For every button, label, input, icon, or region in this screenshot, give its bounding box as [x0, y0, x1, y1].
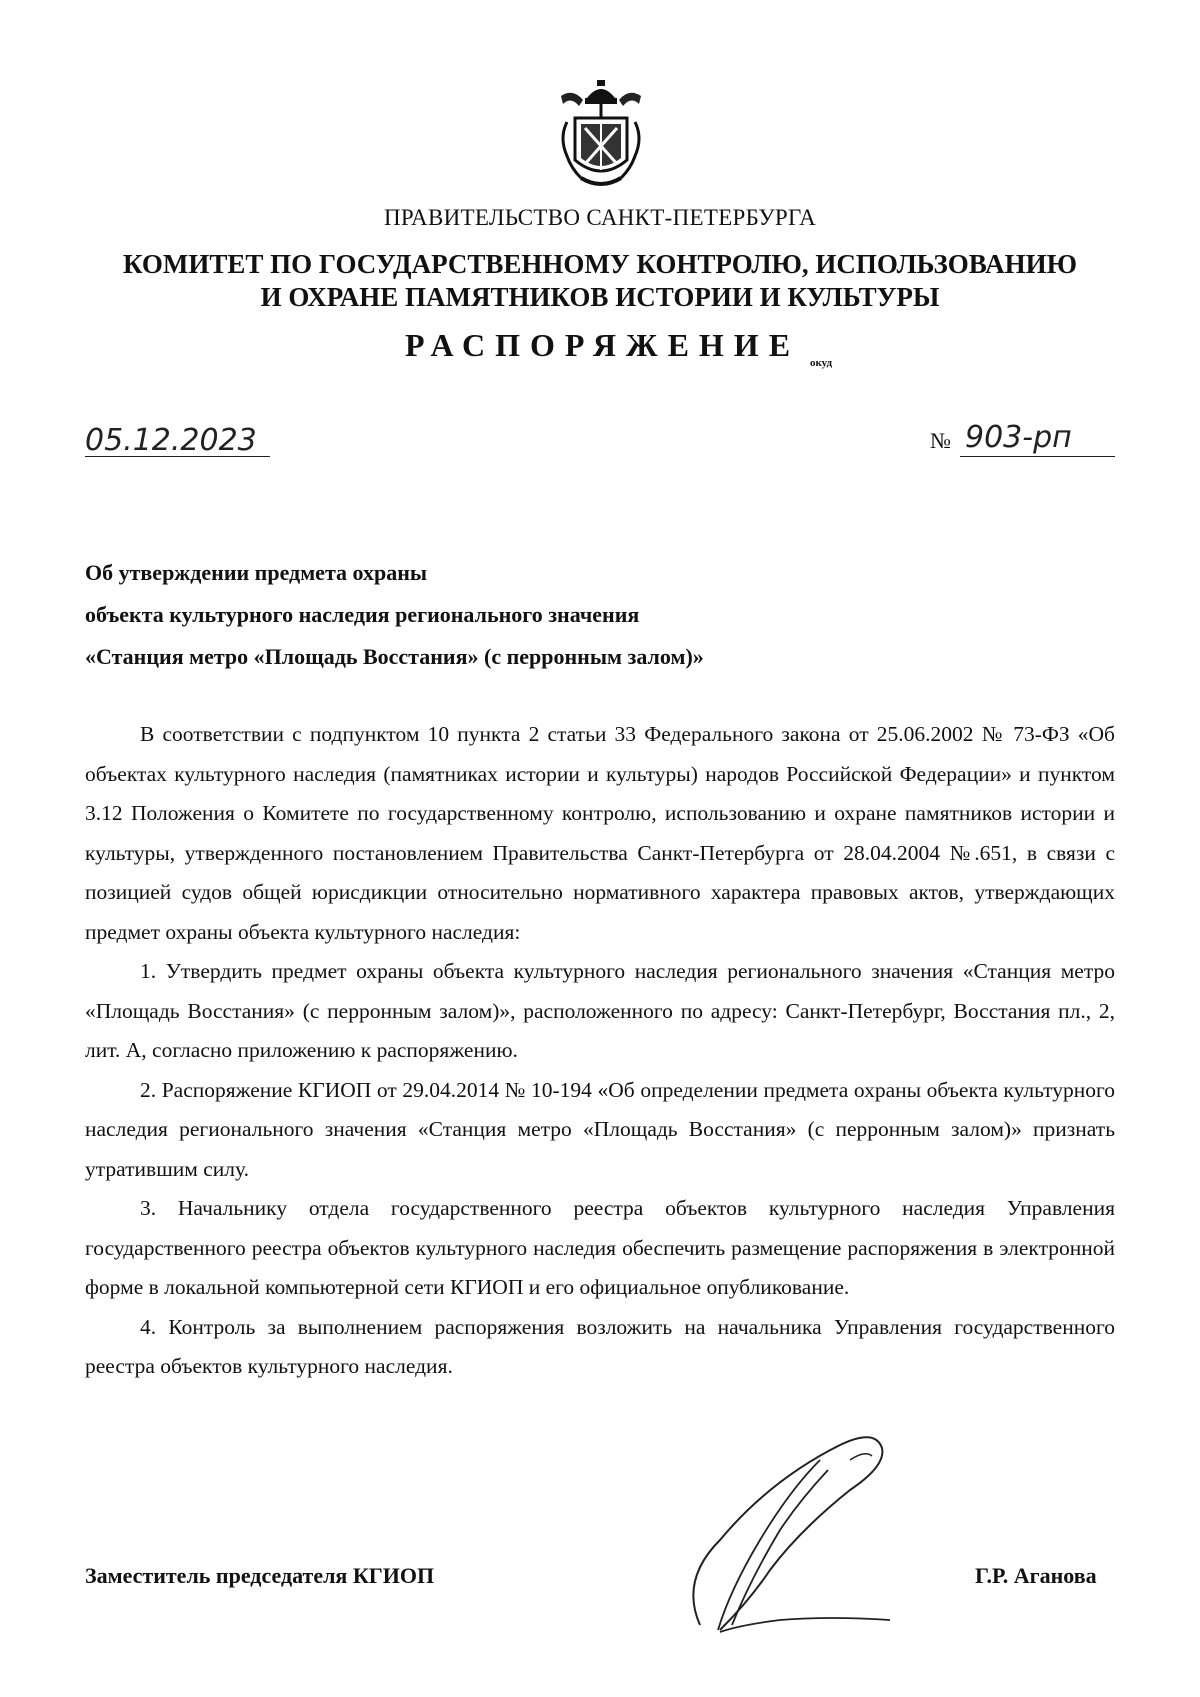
- document-body: [85, 715, 1115, 1387]
- preamble-paragraph: В соответствии с подпунктом 10 пункта 2 статьи 33 Федерального закона от 25.06.2002 № 73-ФЗ «Об объектах культурного наследия (памятниках истории и культуры) народов Российской Федерации» и пунктом 3.12 Положения о Комитете по государственному контролю, использованию и охране памятников истории и культуры, утвержденного постановлением Правительства Санкт-Петербурга от 28.04.2004 №.651, в связи с позицией судов общей юрисдикции относительно нормативного характера правовых актов, утверждающих предмет охраны объекта культурного наследия:: [85, 722, 1115, 944]
- government-name: ПРАВИТЕЛЬСТВО САНКТ-ПЕТЕРБУРГА: [383, 205, 817, 230]
- committee-name-line1: КОМИТЕТ ПО ГОСУДАРСТВЕННОМУ КОНТРОЛЮ, ИСПОЛЬЗОВАНИЮ: [123, 249, 1077, 279]
- handwritten-signature-icon: [660, 1420, 920, 1650]
- signatory-title: Заместитель председателя КГИОП: [85, 1563, 435, 1588]
- order-date: 05.12.2023: [85, 423, 257, 458]
- subject-line3: «Станция метро «Площадь Восстания» (с перронным залом)»: [85, 644, 704, 669]
- signatory-name: Г.Р. Аганова: [975, 1563, 1097, 1588]
- document-subject: [85, 552, 704, 678]
- okud-label: окуд: [810, 357, 833, 369]
- item-3-paragraph: 3. Начальнику отдела государственного реестра объектов культурного наследия Управления государственного реестра объектов культурного наследия обеспечить размещение распоряжения в электронной форме в локальной компьютерной сети КГИОП и его официальное опубликование.: [85, 1196, 1115, 1299]
- document-type: РАСПОРЯЖЕНИЕ: [405, 327, 801, 363]
- date-underline: [85, 456, 270, 457]
- coat-of-arms-icon: [553, 78, 649, 190]
- committee-name: [0, 248, 1200, 314]
- committee-name-line2: И ОХРАНЕ ПАМЯТНИКОВ ИСТОРИИ И КУЛЬТУРЫ: [260, 282, 940, 312]
- number-label: №: [930, 428, 951, 453]
- number-underline: [960, 456, 1115, 457]
- item-1-paragraph: 1. Утвердить предмет охраны объекта культурного наследия регионального значения «Станция метро «Площадь Восстания» (с перронным залом)», расположенного по адресу: Санкт-Петербург, Восстания пл., 2, лит. А, согласно приложению к распоряжению.: [85, 959, 1115, 1062]
- item-4-paragraph: 4. Контроль за выполнением распоряжения возложить на начальника Управления государственного реестра объектов культурного наследия.: [85, 1314, 1115, 1378]
- subject-line2: объекта культурного наследия регионального значения: [85, 602, 640, 627]
- order-number: 903-рп: [965, 420, 1072, 455]
- subject-line1: Об утверждении предмета охраны: [85, 560, 428, 585]
- item-2-paragraph: 2. Распоряжение КГИОП от 29.04.2014 № 10-194 «Об определении предмета охраны объекта культурного наследия регионального значения «Станция метро «Площадь Восстания» (с перронным залом)» признать утратившим силу.: [85, 1077, 1115, 1181]
